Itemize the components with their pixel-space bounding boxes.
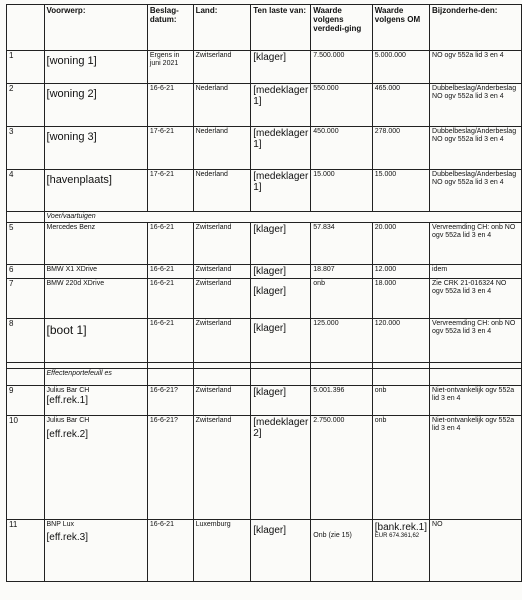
section-row [7,369,522,386]
row-nr: 7 [7,279,45,319]
row-date: 16-6-21 [147,279,193,319]
row-om-value: 15.000 [372,170,429,212]
row-date: 16-6-21 [147,319,193,363]
row-nr: 3 [7,127,45,170]
row-defense-value: 2.750.000 [311,416,372,520]
row-notes: Vervreemding CH: onb NO ogv 552a lid 3 en 4 [430,223,522,265]
section-vehicles: Voer/vaartuigen [44,212,521,223]
table-row [7,319,522,363]
row-date: 16-6-21 [147,520,193,582]
row-country: Zwitserland [193,416,251,520]
table-row [7,265,522,279]
row-charged: [klager] [253,52,287,63]
row-country: Zwitserland [193,265,251,279]
header-defense-value: Waarde volgens verdedi-ging [311,5,372,51]
row-om-subvalue: EUR 674.361,62 [374,533,420,539]
row-country: Nederland [193,127,251,170]
row-object: [eff.rek.1] [46,395,89,406]
row-date: 17-6-21 [147,127,193,170]
row-object: [havenplaats] [46,174,112,186]
row-notes: Dubbelbeslag/Anderbeslag NO ogv 552a lid 3 en 4 [430,127,522,170]
header-country: Land: [193,5,251,51]
header-om-value: Waarde volgens OM [372,5,429,51]
row-om-value: 5.000.000 [372,51,429,84]
table-row [7,223,522,265]
row-object: Mercedes Benz [44,223,147,265]
row-object-label: Julius Bar CH [46,387,90,394]
row-notes: Niet-ontvankelijk ogv 552a lid 3 en 4 [430,386,522,416]
row-nr: 1 [7,51,45,84]
row-date: 16-6-21 [147,223,193,265]
seizure-table [6,4,522,582]
table-row [7,127,522,170]
row-object: [woning 3] [46,131,97,143]
row-country: Zwitserland [193,319,251,363]
row-charged: [klager] [253,286,287,297]
row-om-value: 20.000 [372,223,429,265]
row-nr: 11 [7,520,45,582]
row-date: 16-6-21? [147,416,193,520]
row-nr: 5 [7,223,45,265]
row-om-value: [bank.rek.1] [374,522,428,533]
row-om-value: 465.000 [372,84,429,127]
row-object: [woning 2] [46,88,97,100]
row-object: BMW 220d XDrive [44,279,147,319]
row-charged: [medeklager 1] [253,85,309,107]
row-notes: idem [430,265,522,279]
header-row [7,5,522,51]
row-charged: [medeklager 2] [253,417,309,439]
row-object: [eff.rek.2] [46,429,89,440]
table-row [7,51,522,84]
row-om-value: onb [372,386,429,416]
row-charged: [klager] [253,387,287,398]
header-nr [7,5,45,51]
section-securities: Effectenportefeuill es [44,369,147,386]
table-row [7,386,522,416]
row-om-value: 278.000 [372,127,429,170]
row-charged: [klager] [253,525,287,536]
row-om-value: 120.000 [372,319,429,363]
row-notes: NO ogv 552a lid 3 en 4 [430,51,522,84]
row-defense-value: 15.000 [311,170,372,212]
row-nr: 2 [7,84,45,127]
row-object-label: Julius Bar CH [46,417,90,424]
table-row [7,520,522,582]
row-charged: [medeklager 1] [253,171,309,193]
header-notes: Bijzonderhe-den: [430,5,522,51]
row-date: Ergens in juni 2021 [147,51,193,84]
row-date: 16-6-21 [147,84,193,127]
row-charged: [medeklager 1] [253,128,309,150]
row-object: [woning 1] [46,55,97,67]
row-nr: 6 [7,265,45,279]
row-defense-value: 450.000 [311,127,372,170]
row-charged: [klager] [253,323,287,334]
row-nr: 9 [7,386,45,416]
row-om-value: 12.000 [372,265,429,279]
row-notes: Zie CRK 21-016324 NO ogv 552a lid 3 en 4 [430,279,522,319]
row-om-value: onb [372,416,429,520]
section-row [7,212,522,223]
row-country: Nederland [193,170,251,212]
row-defense-value: onb [311,279,372,319]
row-notes: Dubbelbeslag/Anderbeslag NO ogv 552a lid 3 en 4 [430,84,522,127]
row-nr: 8 [7,319,45,363]
row-object: [boot 1] [46,323,87,337]
row-notes: Dubbelbeslag/Anderbeslag NO ogv 552a lid 3 en 4 [430,170,522,212]
row-object-label: BNP Lux [46,521,75,528]
row-defense-value: 7.500.000 [311,51,372,84]
row-nr: 4 [7,170,45,212]
table-row [7,416,522,520]
row-date: 16-6-21 [147,265,193,279]
row-charged: [klager] [253,224,287,235]
row-object: BMW X1 XDrive [44,265,147,279]
row-defense-value: 57.834 [311,223,372,265]
row-notes: NO [430,520,522,582]
row-defense-value: Onb (zie 15) [311,520,372,582]
row-country: Zwitserland [193,279,251,319]
row-country: Zwitserland [193,223,251,265]
row-country: Zwitserland [193,386,251,416]
row-notes: Niet-ontvankelijk ogv 552a lid 3 en 4 [430,416,522,520]
table-row [7,170,522,212]
row-date: 16-6-21? [147,386,193,416]
table-row [7,84,522,127]
row-defense-value: 550.000 [311,84,372,127]
row-defense-value: 18.807 [311,265,372,279]
table-row [7,279,522,319]
row-defense-value: 5.001.396 [311,386,372,416]
row-defense-value: 125.000 [311,319,372,363]
row-country: Zwitserland [193,51,251,84]
header-date: Beslag-datum: [147,5,193,51]
row-notes: Vervreemding CH: onb NO ogv 552a lid 3 en 4 [430,319,522,363]
row-nr: 10 [7,416,45,520]
row-country: Luxemburg [193,520,251,582]
row-om-value: 18.000 [372,279,429,319]
row-charged: [klager] [253,266,287,277]
row-date: 17-6-21 [147,170,193,212]
row-country: Nederland [193,84,251,127]
header-charged: Ten laste van: [251,5,311,51]
row-object: [eff.rek.3] [46,532,89,543]
header-object: Voorwerp: [44,5,147,51]
